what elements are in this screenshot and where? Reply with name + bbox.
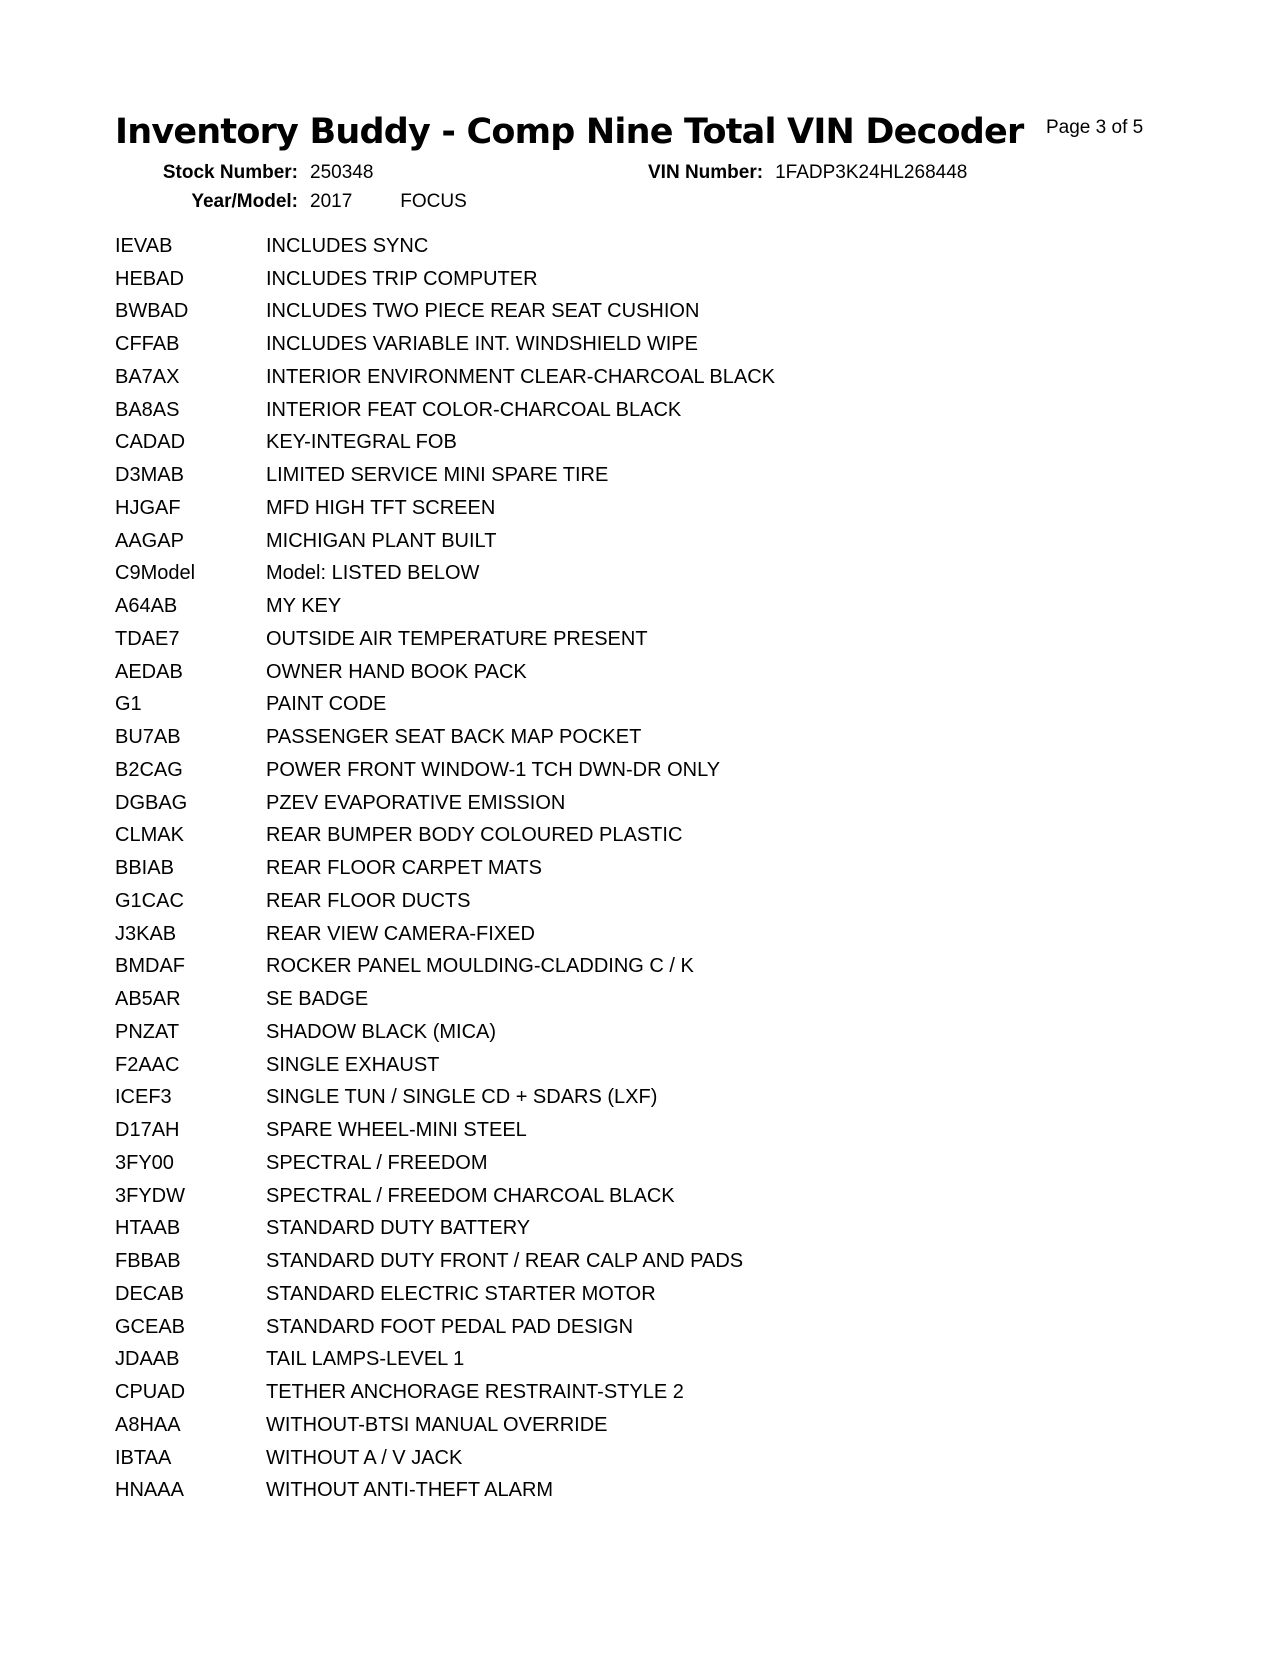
stock-number-value: 250348 — [310, 162, 374, 183]
option-description: STANDARD ELECTRIC STARTER MOTOR — [266, 1282, 656, 1305]
option-description: STANDARD FOOT PEDAL PAD DESIGN — [266, 1315, 634, 1338]
option-code: CLMAK — [115, 824, 184, 847]
option-code: CPUAD — [115, 1381, 186, 1404]
list-item — [115, 525, 775, 558]
stock-number-label: Stock Number: — [162, 162, 298, 183]
option-code: HEBAD — [115, 267, 184, 290]
option-description: REAR VIEW CAMERA-FIXED — [266, 922, 535, 945]
list-item — [115, 590, 775, 623]
option-description: REAR FLOOR CARPET MATS — [266, 857, 542, 880]
list-item — [115, 754, 775, 787]
option-code: BWBAD — [115, 300, 189, 323]
option-description: PAINT CODE — [266, 693, 387, 716]
option-code: G1CAC — [115, 889, 184, 912]
option-code: BMDAF — [115, 955, 185, 978]
list-item — [115, 787, 775, 820]
option-description: KEY-INTEGRAL FOB — [266, 431, 457, 454]
option-code: C9Model — [115, 562, 196, 585]
list-item — [115, 1344, 775, 1377]
list-item — [115, 1245, 775, 1278]
list-item — [115, 820, 775, 853]
option-description: MFD HIGH TFT SCREEN — [266, 496, 496, 519]
list-item — [115, 656, 775, 689]
list-item — [115, 1376, 775, 1409]
list-item — [115, 492, 775, 525]
option-description: SE BADGE — [266, 988, 369, 1011]
list-item — [115, 296, 775, 329]
option-description: SPARE WHEEL-MINI STEEL — [266, 1119, 527, 1142]
option-code: AAGAP — [115, 529, 184, 552]
option-code: CFFAB — [115, 333, 180, 356]
option-description: WITHOUT A / V JACK — [266, 1446, 463, 1469]
option-code: HNAAA — [115, 1479, 184, 1502]
option-description: TETHER ANCHORAGE RESTRAINT-STYLE 2 — [266, 1381, 684, 1404]
list-item — [115, 1114, 775, 1147]
option-description: INCLUDES SYNC — [266, 234, 429, 257]
option-description: MY KEY — [266, 595, 342, 618]
option-description: SINGLE EXHAUST — [266, 1053, 440, 1076]
option-description: WITHOUT ANTI-THEFT ALARM — [266, 1479, 554, 1502]
option-description: INTERIOR ENVIRONMENT CLEAR-CHARCOAL BLACK — [266, 365, 775, 388]
option-code: 3FY00 — [115, 1151, 174, 1174]
option-description: SINGLE TUN / SINGLE CD + SDARS (LXF) — [266, 1086, 658, 1109]
option-code: CADAD — [115, 431, 186, 454]
list-item — [115, 1049, 775, 1082]
option-code: A64AB — [115, 595, 178, 618]
page-number: Page 3 of 5 — [1046, 117, 1144, 138]
list-item — [115, 263, 775, 296]
option-description: OUTSIDE AIR TEMPERATURE PRESENT — [266, 627, 648, 650]
option-code: TDAE7 — [115, 627, 180, 650]
year-model-label: Year/Model: — [191, 191, 298, 212]
list-item — [115, 951, 775, 984]
option-code: J3KAB — [115, 922, 177, 945]
option-code: BA7AX — [115, 365, 180, 388]
option-description: OWNER HAND BOOK PACK — [266, 660, 527, 683]
list-item — [115, 1475, 775, 1508]
option-code-list — [115, 230, 775, 1507]
list-item — [115, 1213, 775, 1246]
page-title: Inventory Buddy - Comp Nine Total VIN Decoder — [115, 112, 1024, 152]
list-item — [115, 1278, 775, 1311]
list-item — [115, 721, 775, 754]
option-code: IEVAB — [115, 234, 173, 257]
list-item — [115, 689, 775, 722]
option-code: D3MAB — [115, 464, 184, 487]
option-code: AB5AR — [115, 988, 181, 1011]
list-item — [115, 1442, 775, 1475]
option-code: PNZAT — [115, 1020, 180, 1043]
option-description: SPECTRAL / FREEDOM — [266, 1151, 488, 1174]
option-code: A8HAA — [115, 1413, 181, 1436]
option-description: PASSENGER SEAT BACK MAP POCKET — [266, 726, 642, 749]
list-item — [115, 1409, 775, 1442]
option-description: INCLUDES TWO PIECE REAR SEAT CUSHION — [266, 300, 700, 323]
option-description: REAR BUMPER BODY COLOURED PLASTIC — [266, 824, 683, 847]
vin-number-value: 1FADP3K24HL268448 — [775, 162, 968, 183]
option-code: 3FYDW — [115, 1184, 185, 1207]
option-description: WITHOUT-BTSI MANUAL OVERRIDE — [266, 1413, 608, 1436]
option-description: REAR FLOOR DUCTS — [266, 889, 471, 912]
list-item — [115, 852, 775, 885]
option-code: D17AH — [115, 1119, 180, 1142]
option-code: IBTAA — [115, 1446, 172, 1469]
option-code: AEDAB — [115, 660, 183, 683]
list-item — [115, 885, 775, 918]
vin-number-field — [648, 162, 967, 184]
option-description: SHADOW BLACK (MICA) — [266, 1020, 497, 1043]
option-description: TAIL LAMPS-LEVEL 1 — [266, 1348, 465, 1371]
list-item — [115, 361, 775, 394]
option-code: FBBAB — [115, 1250, 181, 1273]
option-code: DECAB — [115, 1282, 184, 1305]
option-description: MICHIGAN PLANT BUILT — [266, 529, 497, 552]
option-code: GCEAB — [115, 1315, 186, 1338]
stock-number-field — [155, 162, 373, 184]
list-item — [115, 558, 775, 591]
option-code: G1 — [115, 693, 142, 716]
list-item — [115, 1180, 775, 1213]
option-description: INTERIOR FEAT COLOR-CHARCOAL BLACK — [266, 398, 682, 421]
option-code: JDAAB — [115, 1348, 180, 1371]
option-description: PZEV EVAPORATIVE EMISSION — [266, 791, 566, 814]
list-item — [115, 459, 775, 492]
list-item — [115, 1147, 775, 1180]
list-item — [115, 230, 775, 263]
list-item — [115, 918, 775, 951]
year-value: 2017 — [310, 191, 353, 212]
year-model-field — [155, 191, 467, 213]
list-item — [115, 427, 775, 460]
option-description: INCLUDES TRIP COMPUTER — [266, 267, 538, 290]
list-item — [115, 623, 775, 656]
option-code: B2CAG — [115, 758, 183, 781]
option-code: BU7AB — [115, 726, 181, 749]
vin-number-label: VIN Number: — [648, 162, 764, 183]
option-description: STANDARD DUTY FRONT / REAR CALP AND PADS — [266, 1250, 744, 1273]
option-code: BBIAB — [115, 857, 174, 880]
option-description: ROCKER PANEL MOULDING-CLADDING C / K — [266, 955, 694, 978]
option-description: SPECTRAL / FREEDOM CHARCOAL BLACK — [266, 1184, 675, 1207]
model-value: FOCUS — [400, 191, 467, 212]
list-item — [115, 394, 775, 427]
option-description: INCLUDES VARIABLE INT. WINDSHIELD WIPE — [266, 333, 698, 356]
option-code: HTAAB — [115, 1217, 181, 1240]
option-description: LIMITED SERVICE MINI SPARE TIRE — [266, 464, 609, 487]
option-description: Model: LISTED BELOW — [266, 562, 480, 585]
list-item — [115, 983, 775, 1016]
option-code: ICEF3 — [115, 1086, 172, 1109]
option-code: HJGAF — [115, 496, 181, 519]
list-item — [115, 1311, 775, 1344]
option-code: DGBAG — [115, 791, 188, 814]
option-description: POWER FRONT WINDOW-1 TCH DWN-DR ONLY — [266, 758, 721, 781]
option-description: STANDARD DUTY BATTERY — [266, 1217, 531, 1240]
option-code: F2AAC — [115, 1053, 180, 1076]
list-item — [115, 1016, 775, 1049]
list-item — [115, 1082, 775, 1115]
list-item — [115, 328, 775, 361]
option-code: BA8AS — [115, 398, 180, 421]
